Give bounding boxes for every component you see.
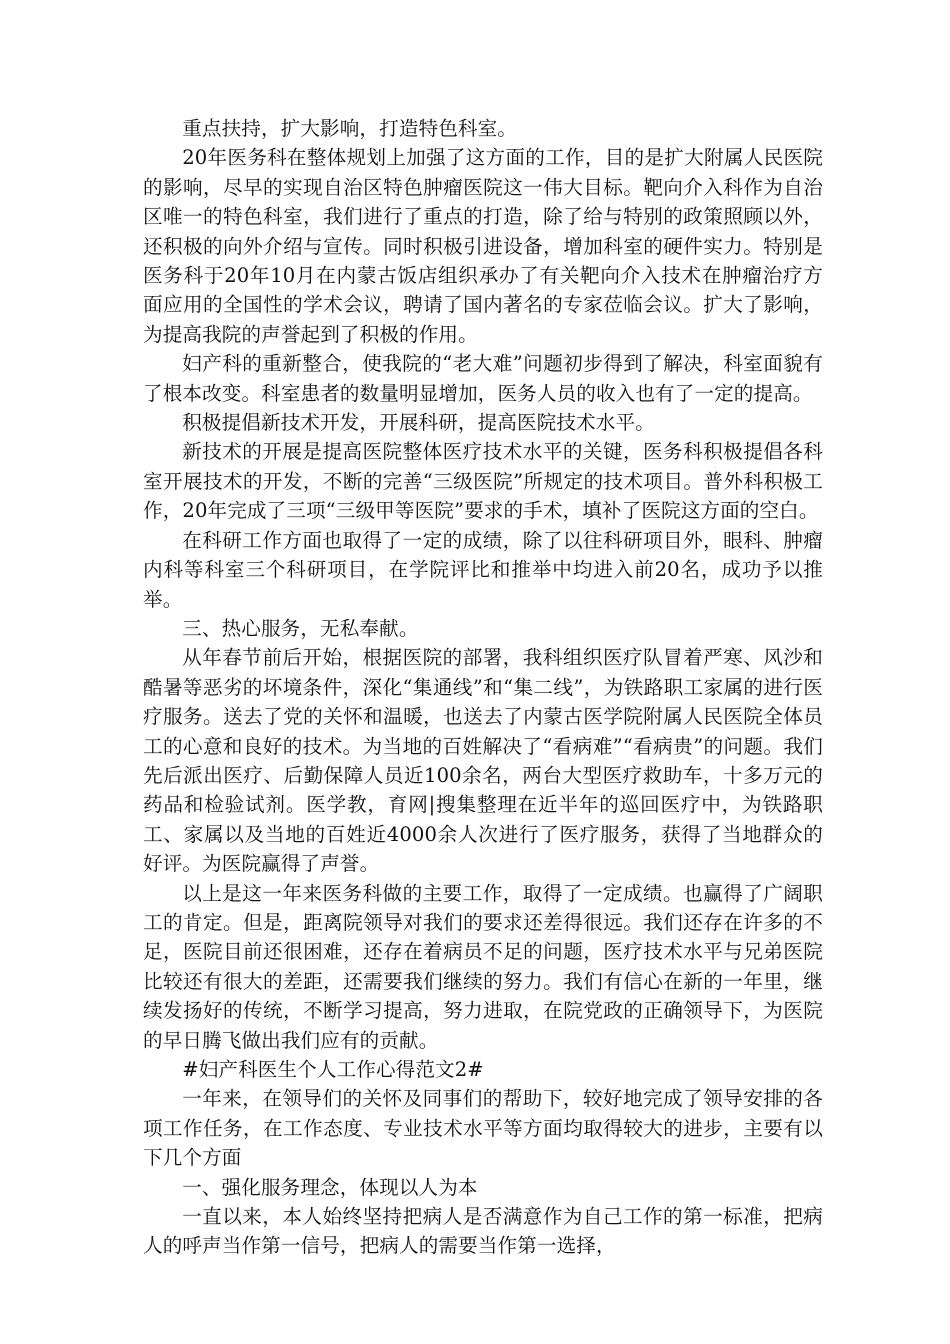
paragraph-heading-key-support: 重点扶持，扩大影响，打造特色科室。 — [182, 117, 517, 140]
document-body — [143, 114, 823, 1261]
paragraph-heading-service-concept: 一、强化服务理念，体现以人为本 — [182, 1175, 478, 1199]
paragraph-year-review: 一年来，在领导们的关怀及同事们的帮助下，较好地完成了领导安排的各项工作任务，在工作态度、专业技术水平等方面均取得较大的进步，主要有以下几个方面 — [143, 1087, 823, 1170]
paragraph-patient-first: 一直以来，本人始终坚持把病人是否满意作为自己工作的第一标准，把病人的呼声当作第一信号，把病人的需要当作第一选择， — [143, 1205, 823, 1258]
paragraph-new-technology: 新技术的开展是提高医院整体医疗技术水平的关键，医务科积极提倡各科室开展技术的开发，不断的完善“三级医院”所规定的技术项目。普外科积极工作，20年完成了三项“三级甲等医院”要求的手术，填补了医院这方面的空白。 — [143, 440, 823, 523]
paragraph-medical-team: 从年春节前后开始，根据医院的部署，我科组织医疗队冒着严寒、风沙和酷暑等恶劣的坏境条件，深化“集通线”和“集二线”，为铁路职工家属的进行医疗服务。送去了党的关怀和温暖，也送去了内蒙古医学院附属人民医院全体员工的心意和良好的技术。为当地的百姓解决了“看病难”“看病贵”的问题。我们先后派出医疗、后勤保障人员近100余名，两台大型医疗救助车，十多万元的药品和检验试剂。医学教，育网|搜集整理在近半年的巡回医疗中，为铁路职工、家属以及当地的百姓近4000余人次进行了医疗服务，获得了当地群众的好评。为医院赢得了声誉。 — [143, 646, 823, 876]
section-title-sample-2: #妇产科医生个人工作心得范文2# — [182, 1058, 484, 1081]
paragraph-oncology-specialty: 20年医务科在整体规划上加强了这方面的工作，目的是扩大附属人民医院的影响，尽早的实现自治区特色肿瘤医院这一伟大目标。靶向介入科作为自治区唯一的特色科室，我们进行了重点的打造，除了给与特别的政策照顾以外，还积极的向外介绍与宣传。同时积极引进设备，增加科室的硬件实力。特别是医务科于20年10月在内蒙古饭店组织承办了有关靶向介入技术在肿瘤治疗方面应用的全国性的学术会议，聘请了国内著名的专家莅临会议。扩大了影响，为提高我院的声誉起到了积极的作用。 — [143, 146, 823, 346]
paragraph-research: 在科研工作方面也取得了一定的成绩，除了以往科研项目外，眼科、肿瘤内科等科室三个科研项目，在学院评比和推举中均进入前20名，成功予以推举。 — [143, 528, 823, 611]
paragraph-obstetrics-restructure: 妇产科的重新整合，使我院的“老大难”问题初步得到了解决，科室面貌有了根本改变。科室患者的数量明显增加，医务人员的收入也有了一定的提高。 — [143, 352, 823, 405]
paragraph-heading-service: 三、热心服务，无私奉献。 — [182, 616, 419, 640]
paragraph-heading-new-technology: 积极提倡新技术开发，开展科研，提高医院技术水平。 — [182, 411, 655, 435]
paragraph-summary: 以上是这一年来医务科做的主要工作，取得了一定成绩。也赢得了广阔职工的肯定。但是，距离院领导对我们的要求还差得很远。我们还存在许多的不足，医院目前还很困难，还存在着病员不足的问题，医疗技术水平与兄弟医院比较还有很大的差距，还需要我们继续的努力。我们有信心在新的一年里，继续发扬好的传统，不断学习提高，努力进取，在院党政的正确领导下，为医院的早日腾飞做出我们应有的贡献。 — [143, 881, 823, 1052]
